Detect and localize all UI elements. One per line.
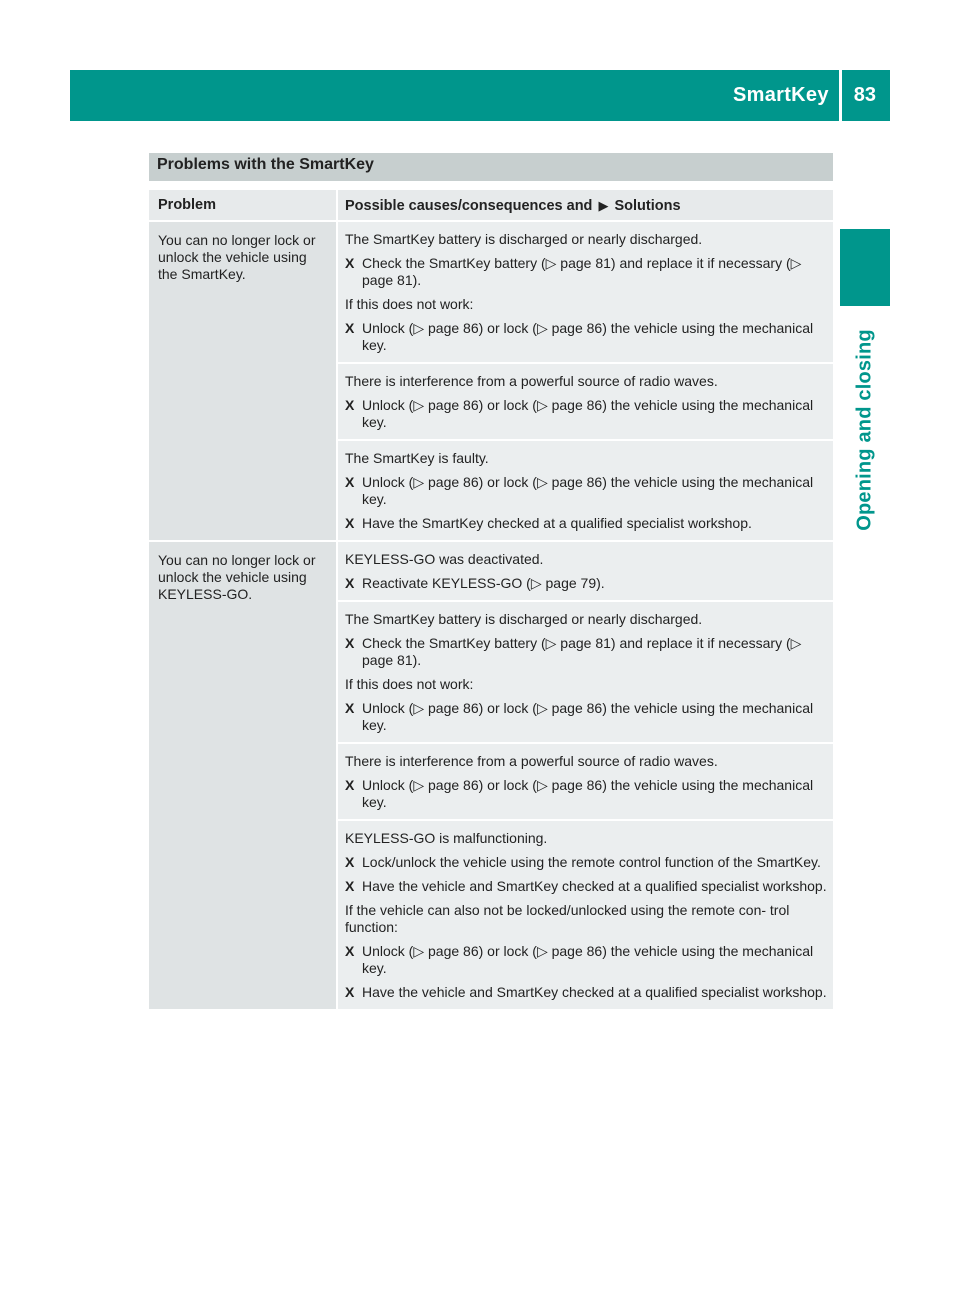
step-marker-icon: X [345, 700, 355, 716]
solutions-column [336, 542, 833, 1009]
instruction-step [345, 255, 827, 289]
solution-cell [338, 821, 833, 1009]
step-text: Check the SmartKey battery (▷ page 81) and replace it if necessary (▷ page 81). [362, 635, 802, 668]
step-marker-icon: X [345, 320, 355, 336]
solutions-column [336, 222, 833, 540]
step-text: Have the vehicle and SmartKey checked at a qualified specialist workshop. [362, 878, 827, 894]
cause-text: There is interference from a powerful source of radio waves. [345, 373, 718, 389]
step-text: Unlock (▷ page 86) or lock (▷ page 86) the vehicle using the mechanical key. [362, 320, 814, 353]
instruction-step [345, 635, 827, 669]
step-text: Unlock (▷ page 86) or lock (▷ page 86) the vehicle using the mechanical key. [362, 474, 814, 507]
page-header-bar [70, 70, 890, 121]
step-marker-icon: X [345, 635, 355, 651]
step-text: Unlock (▷ page 86) or lock (▷ page 86) the vehicle using the mechanical key. [362, 397, 814, 430]
page-number: 83 [853, 84, 876, 106]
column-header-solutions-text: Possible causes/consequences and [345, 198, 593, 214]
instruction-step [345, 397, 827, 431]
problem-cell: You can no longer lock or unlock the vehicle using the SmartKey. [149, 222, 336, 540]
instruction-step [345, 700, 827, 734]
step-text: Lock/unlock the vehicle using the remote control function of the SmartKey. [362, 854, 821, 870]
step-text: Unlock (▷ page 86) or lock (▷ page 86) the vehicle using the mechanical key. [362, 700, 814, 733]
step-marker-icon: X [345, 854, 355, 870]
solution-cell [338, 602, 833, 744]
solution-cell [338, 542, 833, 602]
cause-text: The SmartKey battery is discharged or nearly discharged. [345, 231, 703, 247]
instruction-step [345, 943, 827, 977]
cause-text: The SmartKey is faulty. [345, 450, 489, 466]
problem-cell: You can no longer lock or unlock the vehicle using KEYLESS-GO. [149, 542, 336, 1009]
solution-cell [338, 364, 833, 441]
step-marker-icon: X [345, 255, 355, 271]
step-text: Unlock (▷ page 86) or lock (▷ page 86) the vehicle using the mechanical key. [362, 777, 814, 810]
cause-text: If this does not work: [345, 296, 474, 312]
step-marker-icon: X [345, 878, 355, 894]
step-marker-icon: X [345, 397, 355, 413]
arrow-right-icon: ▶ [598, 198, 609, 213]
step-text: Have the vehicle and SmartKey checked at a qualified specialist workshop. [362, 984, 827, 1000]
chapter-side-label: Opening and closing [853, 329, 876, 531]
cause-text: KEYLESS-GO was deactivated. [345, 551, 544, 567]
instruction-step [345, 575, 827, 592]
instruction-step [345, 984, 827, 1001]
instruction-step [345, 474, 827, 508]
table-row [149, 222, 833, 542]
header-section-title: SmartKey [732, 84, 829, 106]
solution-cell [338, 222, 833, 364]
section-title: Problems with the SmartKey [149, 153, 833, 181]
chapter-tab-marker [840, 229, 890, 306]
step-text: Reactivate KEYLESS-GO (▷ page 79). [362, 575, 605, 591]
cause-text: KEYLESS-GO is malfunctioning. [345, 830, 548, 846]
instruction-step [345, 320, 827, 354]
column-header-problem: Problem [158, 197, 217, 213]
instruction-step [345, 854, 827, 871]
step-marker-icon: X [345, 474, 355, 490]
step-marker-icon: X [345, 943, 355, 959]
column-header-solutions-text-2: Solutions [614, 198, 681, 214]
cause-text: There is interference from a powerful source of radio waves. [345, 753, 718, 769]
table-header-row [149, 190, 833, 222]
instruction-step [345, 878, 827, 895]
cause-text: If this does not work: [345, 676, 474, 692]
table-body [149, 222, 833, 1011]
cause-text: If the vehicle can also not be locked/unlocked using the remote con- trol function: [345, 902, 790, 935]
step-marker-icon: X [345, 515, 355, 531]
instruction-step [345, 515, 827, 532]
cause-text: The SmartKey battery is discharged or nearly discharged. [345, 611, 703, 627]
table-row [149, 542, 833, 1011]
solution-cell [338, 441, 833, 540]
step-marker-icon: X [345, 984, 355, 1000]
troubleshooting-table [149, 190, 833, 1011]
solution-cell [338, 744, 833, 821]
step-marker-icon: X [345, 575, 355, 591]
column-header-solutions [336, 190, 833, 220]
step-text: Check the SmartKey battery (▷ page 81) and replace it if necessary (▷ page 81). [362, 255, 802, 288]
step-marker-icon: X [345, 777, 355, 793]
step-text: Unlock (▷ page 86) or lock (▷ page 86) the vehicle using the mechanical key. [362, 943, 814, 976]
instruction-step [345, 777, 827, 811]
step-text: Have the SmartKey checked at a qualified specialist workshop. [362, 515, 752, 531]
